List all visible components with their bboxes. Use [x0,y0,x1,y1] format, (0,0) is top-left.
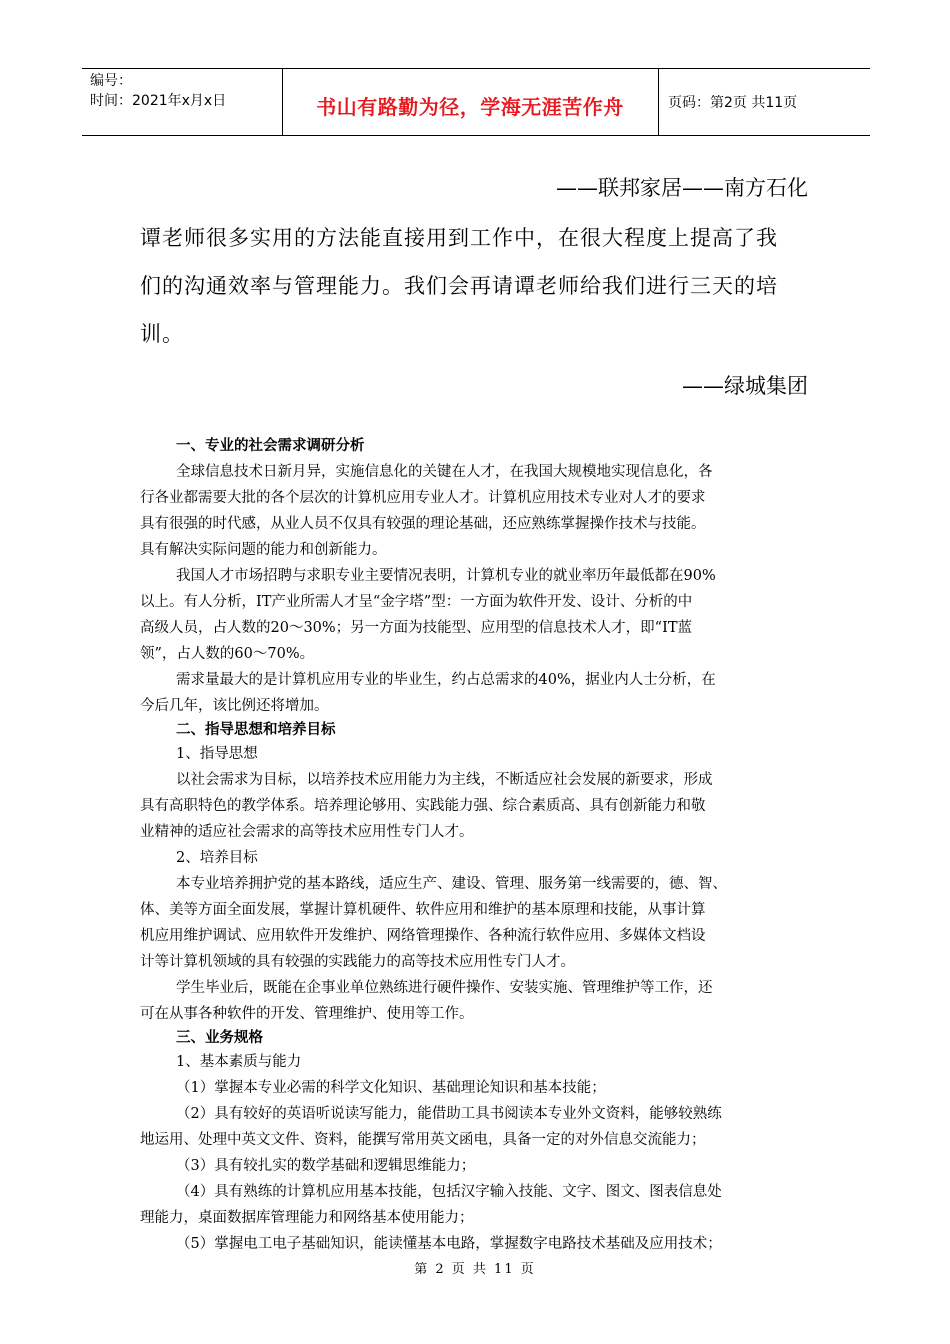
paragraph-line: 机应用维护调试、应用软件开发维护、网络管理操作、各种流行软件应用、多媒体文档设 [140,928,706,944]
paragraph-line: 本专业培养拥护党的基本路线，适应生产、建设、管理、服务第一线需要的，德、智、 [176,876,727,892]
list-item: （5）掌握电工电子基础知识，能读懂基本电路，掌握数字电路技术基础及应用技术； [176,1236,722,1252]
paragraph-line: 我国人才市场招聘与求职专业主要情况表明，计算机专业的就业率历年最低都在90% [176,568,716,584]
header-meta [90,71,226,111]
paragraph-line: 今后几年，该比例还将增加。 [140,698,329,714]
paragraph-line: 以上。有人分析，IT产业所需人才呈“金字塔”型：一方面为软件开发、设计、分析的中 [140,594,693,610]
paragraph-line: 可在从事各种软件的开发、管理维护、使用等工作。 [140,1006,474,1022]
paragraph-line: 行各业都需要大批的各个层次的计算机应用专业人才。计算机应用技术专业对人才的要求 [140,490,706,506]
paragraph-line: 学生毕业后，既能在企事业单位熟练进行硬件操作、安装实施、管理维护等工作，还 [176,980,713,996]
header-bottom-rule [82,135,870,136]
header-motto: 书山有路勤为径，学海无涯苦作舟 [316,95,624,119]
subsection-heading: 1、基本素质与能力 [176,1054,302,1070]
subsection-heading: 1、指导思想 [176,746,258,762]
section-heading: 二、指导思想和培养目标 [176,722,336,738]
paragraph-line: 具有很强的时代感，从业人员不仅具有较强的理论基础，还应熟练掌握操作技术与技能。 [140,516,706,532]
quote-source-2: ——绿城集团 [682,374,808,398]
paragraph-line: 理能力，桌面数据库管理能力和网络基本使用能力； [140,1210,474,1226]
paragraph-line: 需求量最大的是计算机应用专业的毕业生，约占总需求的40%，据业内人士分析，在 [176,672,716,688]
paragraph-line: 计等计算机领域的具有较强的实践能力的高等技术应用性专门人才。 [140,954,575,970]
paragraph-line: 全球信息技术日新月异，实施信息化的关键在人才，在我国大规模地实现信息化，各 [176,464,713,480]
quote-text-line: 们的沟通效率与管理能力。我们会再请谭老师给我们进行三天的培 [140,274,778,298]
paragraph-line: 体、美等方面全面发展，掌握计算机硬件、软件应用和维护的基本原理和技能，从事计算 [140,902,706,918]
paragraph-line: 具有高职特色的教学体系。培养理论够用、实践能力强、综合素质高、具有创新能力和敬 [140,798,706,814]
page-header [82,68,870,136]
quote-text-line: 谭老师很多实用的方法能直接用到工作中，在很大程度上提高了我 [140,226,778,250]
paragraph-line: 地运用、处理中英文文件、资料，能撰写常用英文函电，具备一定的对外信息交流能力； [140,1132,706,1148]
paragraph-line: 以社会需求为目标，以培养技术应用能力为主线，不断适应社会发展的新要求，形成 [176,772,713,788]
quote-source-1: ——联邦家居——南方石化 [556,176,808,200]
list-item: （4）具有熟练的计算机应用基本技能，包括汉字输入技能、文字、图文、图表信息处 [176,1184,722,1200]
paragraph-line: 领”，占人数的60～70%。 [140,646,315,662]
document-date: 时间：2021年x月x日 [90,93,227,109]
header-page-info: 页码：第2页 共11页 [668,95,798,111]
page-footer: 第 2 页 共 11 页 [414,1262,536,1277]
list-item: （3）具有较扎实的数学基础和逻辑思维能力； [176,1158,476,1174]
section-heading: 一、专业的社会需求调研分析 [176,438,365,454]
paragraph-line: 高级人员，占人数的20～30%；另一方面为技能型、应用型的信息技术人才，即“IT蓝 [140,620,692,636]
header-divider-right [658,68,659,136]
subsection-heading: 2、培养目标 [176,850,258,866]
paragraph-line: 业精神的适应社会需求的高等技术应用性专门人才。 [140,824,474,840]
header-top-rule [82,68,870,69]
paragraph-line: 具有解决实际问题的能力和创新能力。 [140,542,387,558]
document-number-label: 编号： [90,73,132,89]
list-item: （2）具有较好的英语听说读写能力，能借助工具书阅读本专业外文资料，能够较熟练 [176,1106,722,1122]
quote-text-line: 训。 [140,322,184,346]
section-heading: 三、业务规格 [176,1030,263,1046]
list-item: （1）掌握本专业必需的科学文化知识、基础理论知识和基本技能； [176,1080,606,1096]
